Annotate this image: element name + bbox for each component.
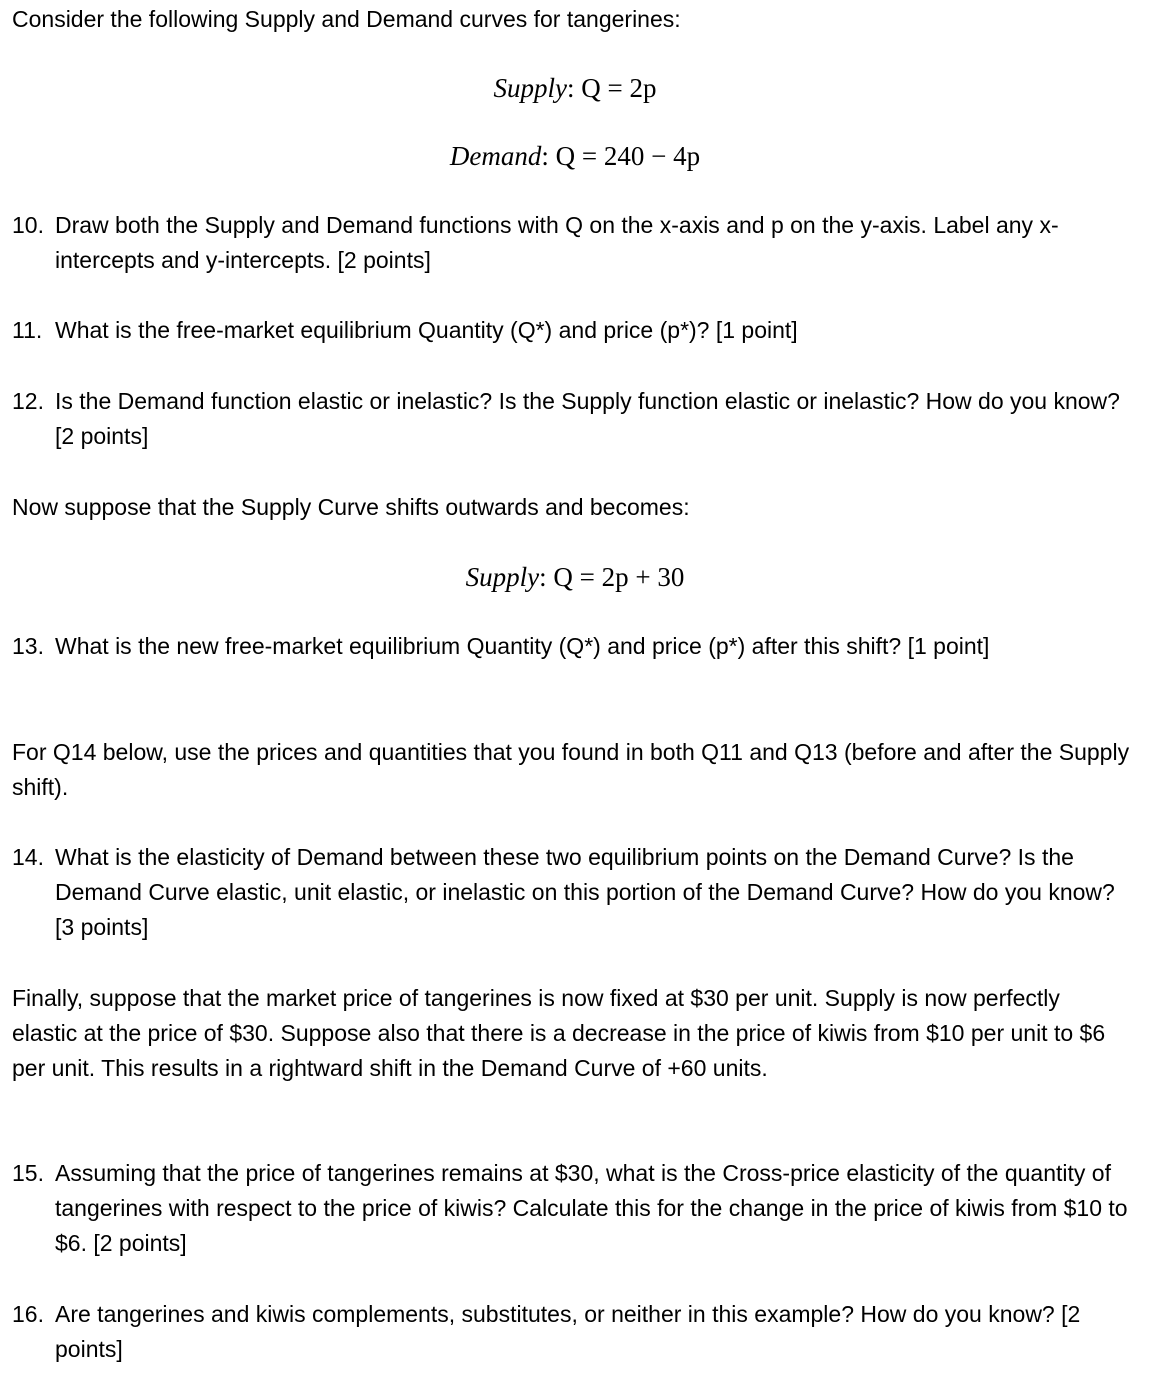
new-supply-equation (0, 559, 1150, 595)
demand-equation-name: Demand (449, 141, 542, 171)
question-11-number: 11. (12, 317, 43, 343)
question-16-number: 16. (12, 1301, 44, 1327)
supply-equation (0, 70, 1150, 106)
demand-equation (0, 138, 1150, 174)
shift-intro-text: Now suppose that the Supply Curve shifts outwards and becomes: (12, 494, 690, 520)
intro-text: Consider the following Supply and Demand curves for tangerines: (12, 6, 681, 32)
question-11-text: What is the free-market equilibrium Quantity (Q*) and price (p*)? [1 point] (55, 317, 798, 343)
demand-equation-rhs: : Q = 240 − 4p (541, 141, 701, 171)
final-intro-text: Finally, suppose that the market price of tangerines is now fixed at $30 per unit. Supply is now perfectly elastic at the price of $30. Suppose also that there is a decrease in the price of kiwis from $10 per unit to $6 per unit. This results in a rightward shift in the Demand Curve of +60 units. (12, 985, 1106, 1081)
question-10-number: 10. (12, 212, 44, 238)
question-16-text: Are tangerines and kiwis complements, substitutes, or neither in this example? How do you know? [2 points] (55, 1301, 1081, 1362)
question-14-text: What is the elasticity of Demand between these two equilibrium points on the Demand Curve? Is the Demand Curve elastic, unit elastic, or inelastic on this portion of the Demand Curve? How do you know? [3 points] (55, 844, 1115, 940)
new-supply-equation-name: Supply (465, 562, 540, 592)
question-15-text: Assuming that the price of tangerines remains at $30, what is the Cross-price elasticity of the quantity of tangerines with respect to the price of kiwis? Calculate this for the change in the price of kiwis from $10 to $6. [2 points] (55, 1160, 1128, 1256)
q14-intro-text: For Q14 below, use the prices and quantities that you found in both Q11 and Q13 (before and after the Supply shift). (12, 739, 1130, 800)
question-14-number: 14. (12, 844, 44, 870)
question-12-text: Is the Demand function elastic or inelastic? Is the Supply function elastic or inelastic? How do you know? [2 points] (55, 388, 1120, 449)
question-13-text: What is the new free-market equilibrium Quantity (Q*) and price (p*) after this shift? [1 point] (55, 633, 990, 659)
new-supply-equation-rhs: : Q = 2p + 30 (539, 562, 685, 592)
question-12-number: 12. (12, 388, 44, 414)
supply-equation-rhs: : Q = 2p (567, 73, 657, 103)
question-15-number: 15. (12, 1160, 44, 1186)
supply-equation-name: Supply (493, 73, 567, 103)
question-13-number: 13. (12, 633, 44, 659)
question-10-text: Draw both the Supply and Demand functions with Q on the x-axis and p on the y-axis. Label any x-intercepts and y-intercepts. [2 points] (55, 212, 1059, 273)
